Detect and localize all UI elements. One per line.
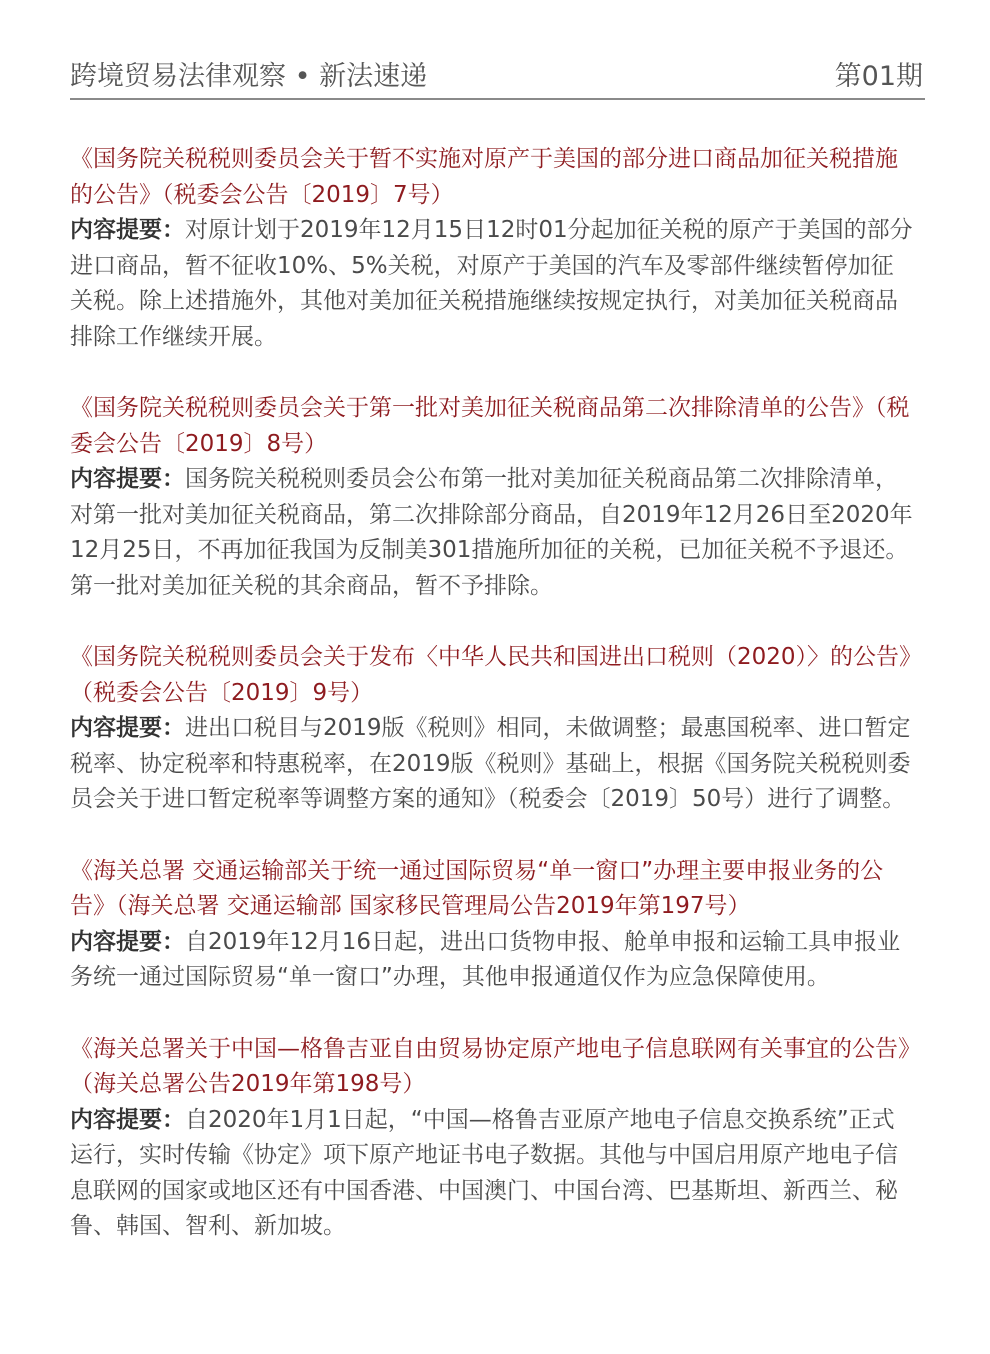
summary-text: 对原计划于2019年12月15日12时01分起加征关税的原产于美国的部分进口商品，暂不征收10%、5%关税，对原产于美国的汽车及零部件继续暂停加征关税。除上述措施外，其他对美加征关税措施继续按规定执行，对美加征关税商品排除工作继续开展。 [70,217,913,350]
article-title [70,391,915,462]
article-summary [70,462,915,604]
article-item [70,854,915,996]
article-title-text: 《国务院关税税则委员会关于发布〈中华人民共和国进出口税则（2020）〉的公告》 [70,644,923,670]
summary-text: 进出口税目与2019版《税则》相同，未做调整；最惠国税率、进口暂定税率、协定税率和特惠税率，在2019版《税则》基础上，根据《国务院关税税则委员会关于进口暂定税率等调整方案的通知》（税委会〔2019〕50号）进行了调整。 [70,715,911,812]
article-title [70,1032,921,1103]
article-list [70,142,923,1281]
issue-number: 第01期 [834,61,923,92]
article-item [70,640,923,818]
article-item [70,142,915,355]
article-doc-number: （海关总署 交通运输部 国家移民管理局公告2019年第197号） [116,893,751,919]
article-summary [70,213,915,355]
summary-label: 内容提要： [70,1106,185,1133]
article-item [70,1032,921,1245]
article-title-text: 《海关总署 交通运输部关于统一通过国际贸易“单一窗口”办理主要申报业务的公告》 [70,857,884,919]
article-doc-number: （税委会公告〔2019〕9号） [70,679,374,706]
article-title [70,854,915,925]
article-summary [70,711,915,818]
article-title-text: 《国务院关税税则委员会关于第一批对美加征关税商品第二次排除清单的公告》 [70,395,875,421]
summary-label: 内容提要： [70,466,185,492]
article-summary [70,925,915,996]
header-title: 跨境贸易法律观察 • 新法速递 [70,61,428,92]
summary-label: 内容提要： [70,715,185,741]
article-title-text: 《海关总署关于中国—格鲁吉亚自由贸易协定原产地电子信息联网有关事宜的公告》 [70,1035,921,1062]
article-doc-number: （税委会公告〔2019〕7号） [162,181,454,208]
summary-text: 自2019年12月16日起，进出口货物申报、舱单申报和运输工具申报业务统一通过国际贸易“单一窗口”办理，其他申报通道仅作为应急保障使用。 [70,928,901,990]
article-title [70,142,915,213]
summary-text: 自2020年1月1日起，“中国—格鲁吉亚原产地电子信息交换系统”正式运行，实时传输《协定》项下原产地证书电子数据。其他与中国启用原产地电子信息联网的国家或地区还有中国香港、中国澳门、中国台湾、巴基斯坦、新西兰、秘鲁、韩国、智利、新加坡。 [70,1106,898,1239]
page-header [70,50,925,100]
article-title-text: 《国务院关税税则委员会关于暂不实施对原产于美国的部分进口商品加征关税措施的公告》 [70,146,898,208]
article-title [70,640,923,711]
article-item [70,391,915,604]
article-doc-number: （税委会公告〔2019〕8号） [70,395,910,457]
summary-label: 内容提要： [70,928,185,955]
summary-label: 内容提要： [70,217,185,243]
article-doc-number: （海关总署公告2019年第198号） [70,1071,426,1097]
summary-text: 国务院关税税则委员会公布第一批对美加征关税商品第二次排除清单，对第一批对美加征关税商品，第二次排除部分商品，自2019年12月26日至2020年12月25日，不再加征我国为反制美301措施所加征的关税，已加征关税不予退还。第一批对美加征关税的其余商品，暂不予排除。 [70,466,913,599]
article-summary [70,1103,915,1245]
